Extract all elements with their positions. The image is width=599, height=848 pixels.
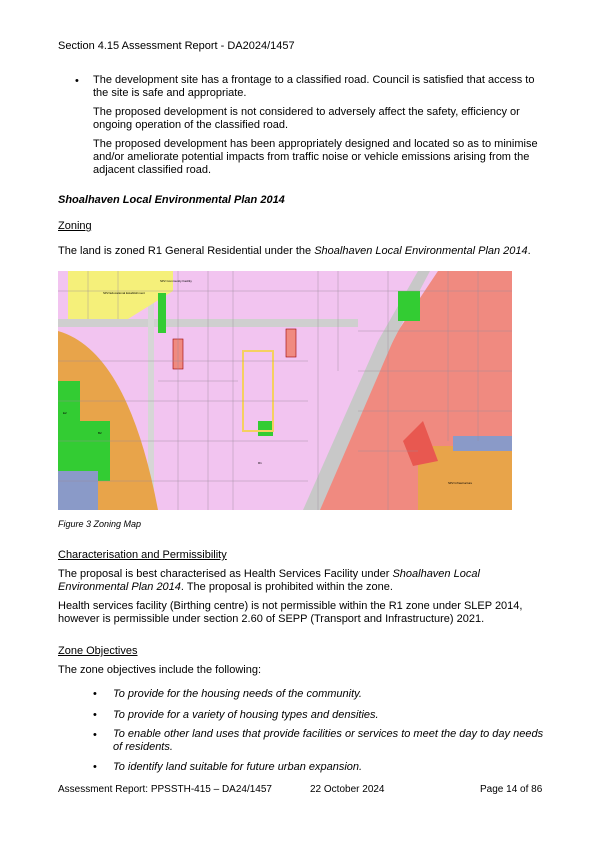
bullet-dot: •: [93, 729, 97, 741]
char-para2-line1: Health services facility (Birthing centre) is not permissible within the R1 zone under SLEP 2014,: [58, 600, 523, 612]
footer-date: 22 October 2024: [310, 784, 385, 795]
objective-item: To enable other land uses that provide facilities or services to meet the day to day needs: [113, 728, 544, 740]
objective-item: To provide for a variety of housing types and densities.: [113, 709, 379, 721]
map-label-2: SP2 Community Facility: [160, 279, 192, 283]
map-label-6: R1: [258, 461, 262, 465]
zoning-map: [58, 271, 512, 510]
char-line1: The proposal is best characterised as Health Services Facility under Shoalhaven Local: [58, 568, 480, 580]
objective-item-cont: of residents.: [113, 741, 173, 753]
lep-heading: Shoalhaven Local Environmental Plan 2014: [58, 194, 285, 206]
zoning-map-graphic: [58, 271, 512, 510]
zoning-heading: Zoning: [58, 220, 92, 232]
map-label-1: SP2 Educational Establishment: [103, 291, 145, 295]
objective-item: To identify land suitable for future urban expansion.: [113, 761, 363, 773]
char-line2: Environmental Plan 2014. The proposal is prohibited within the zone.: [58, 581, 393, 593]
bullet-dot: •: [93, 688, 97, 700]
road-para3-line1: The proposed development has been appropriately designed and located so as to minimise: [93, 138, 538, 150]
objective-item: To provide for the housing needs of the community.: [113, 688, 362, 700]
footer-page: Page 14 of 86: [480, 784, 543, 795]
figure-caption: Figure 3 Zoning Map: [58, 519, 142, 529]
objectives-intro: The zone objectives include the following:: [58, 664, 262, 676]
objectives-heading: Zone Objectives: [58, 645, 138, 657]
road-para2-line1: The proposed development is not considered to adversely affect the safety, efficiency or: [93, 106, 520, 118]
char-para2-line2: however is permissible under section 2.60 of SEPP (Transport and Infrastructure) 2021.: [58, 613, 485, 625]
zoning-text: The land is zoned R1 General Residential under the Shoalhaven Local Environmental Plan 2014.: [58, 245, 531, 257]
map-label-5: E2: [63, 411, 67, 415]
map-label-4: SP2 Infrastructure: [448, 481, 473, 485]
road-para3-line2: and/or ameliorate potential impacts from traffic noise or vehicle emissions arising from the: [93, 151, 530, 163]
bullet-dot: •: [93, 709, 97, 721]
road-bullet-line2: the site is safe and appropriate.: [93, 87, 247, 99]
bullet-dot: •: [93, 761, 97, 773]
characterisation-heading: Characterisation and Permissibility: [58, 549, 227, 561]
road-para3-line3: adjacent classified road.: [93, 164, 212, 176]
road-bullet-line1: The development site has a frontage to a classified road. Council is satisfied that access to: [93, 74, 535, 86]
footer-left: Assessment Report: PPSSTH-415 – DA24/1457: [58, 784, 272, 795]
map-label-3: B2: [98, 431, 102, 435]
road-para2-line2: ongoing operation of the classified road.: [93, 119, 289, 131]
page-header: Section 4.15 Assessment Report - DA2024/1457: [58, 40, 295, 52]
bullet-dot: •: [75, 75, 79, 87]
